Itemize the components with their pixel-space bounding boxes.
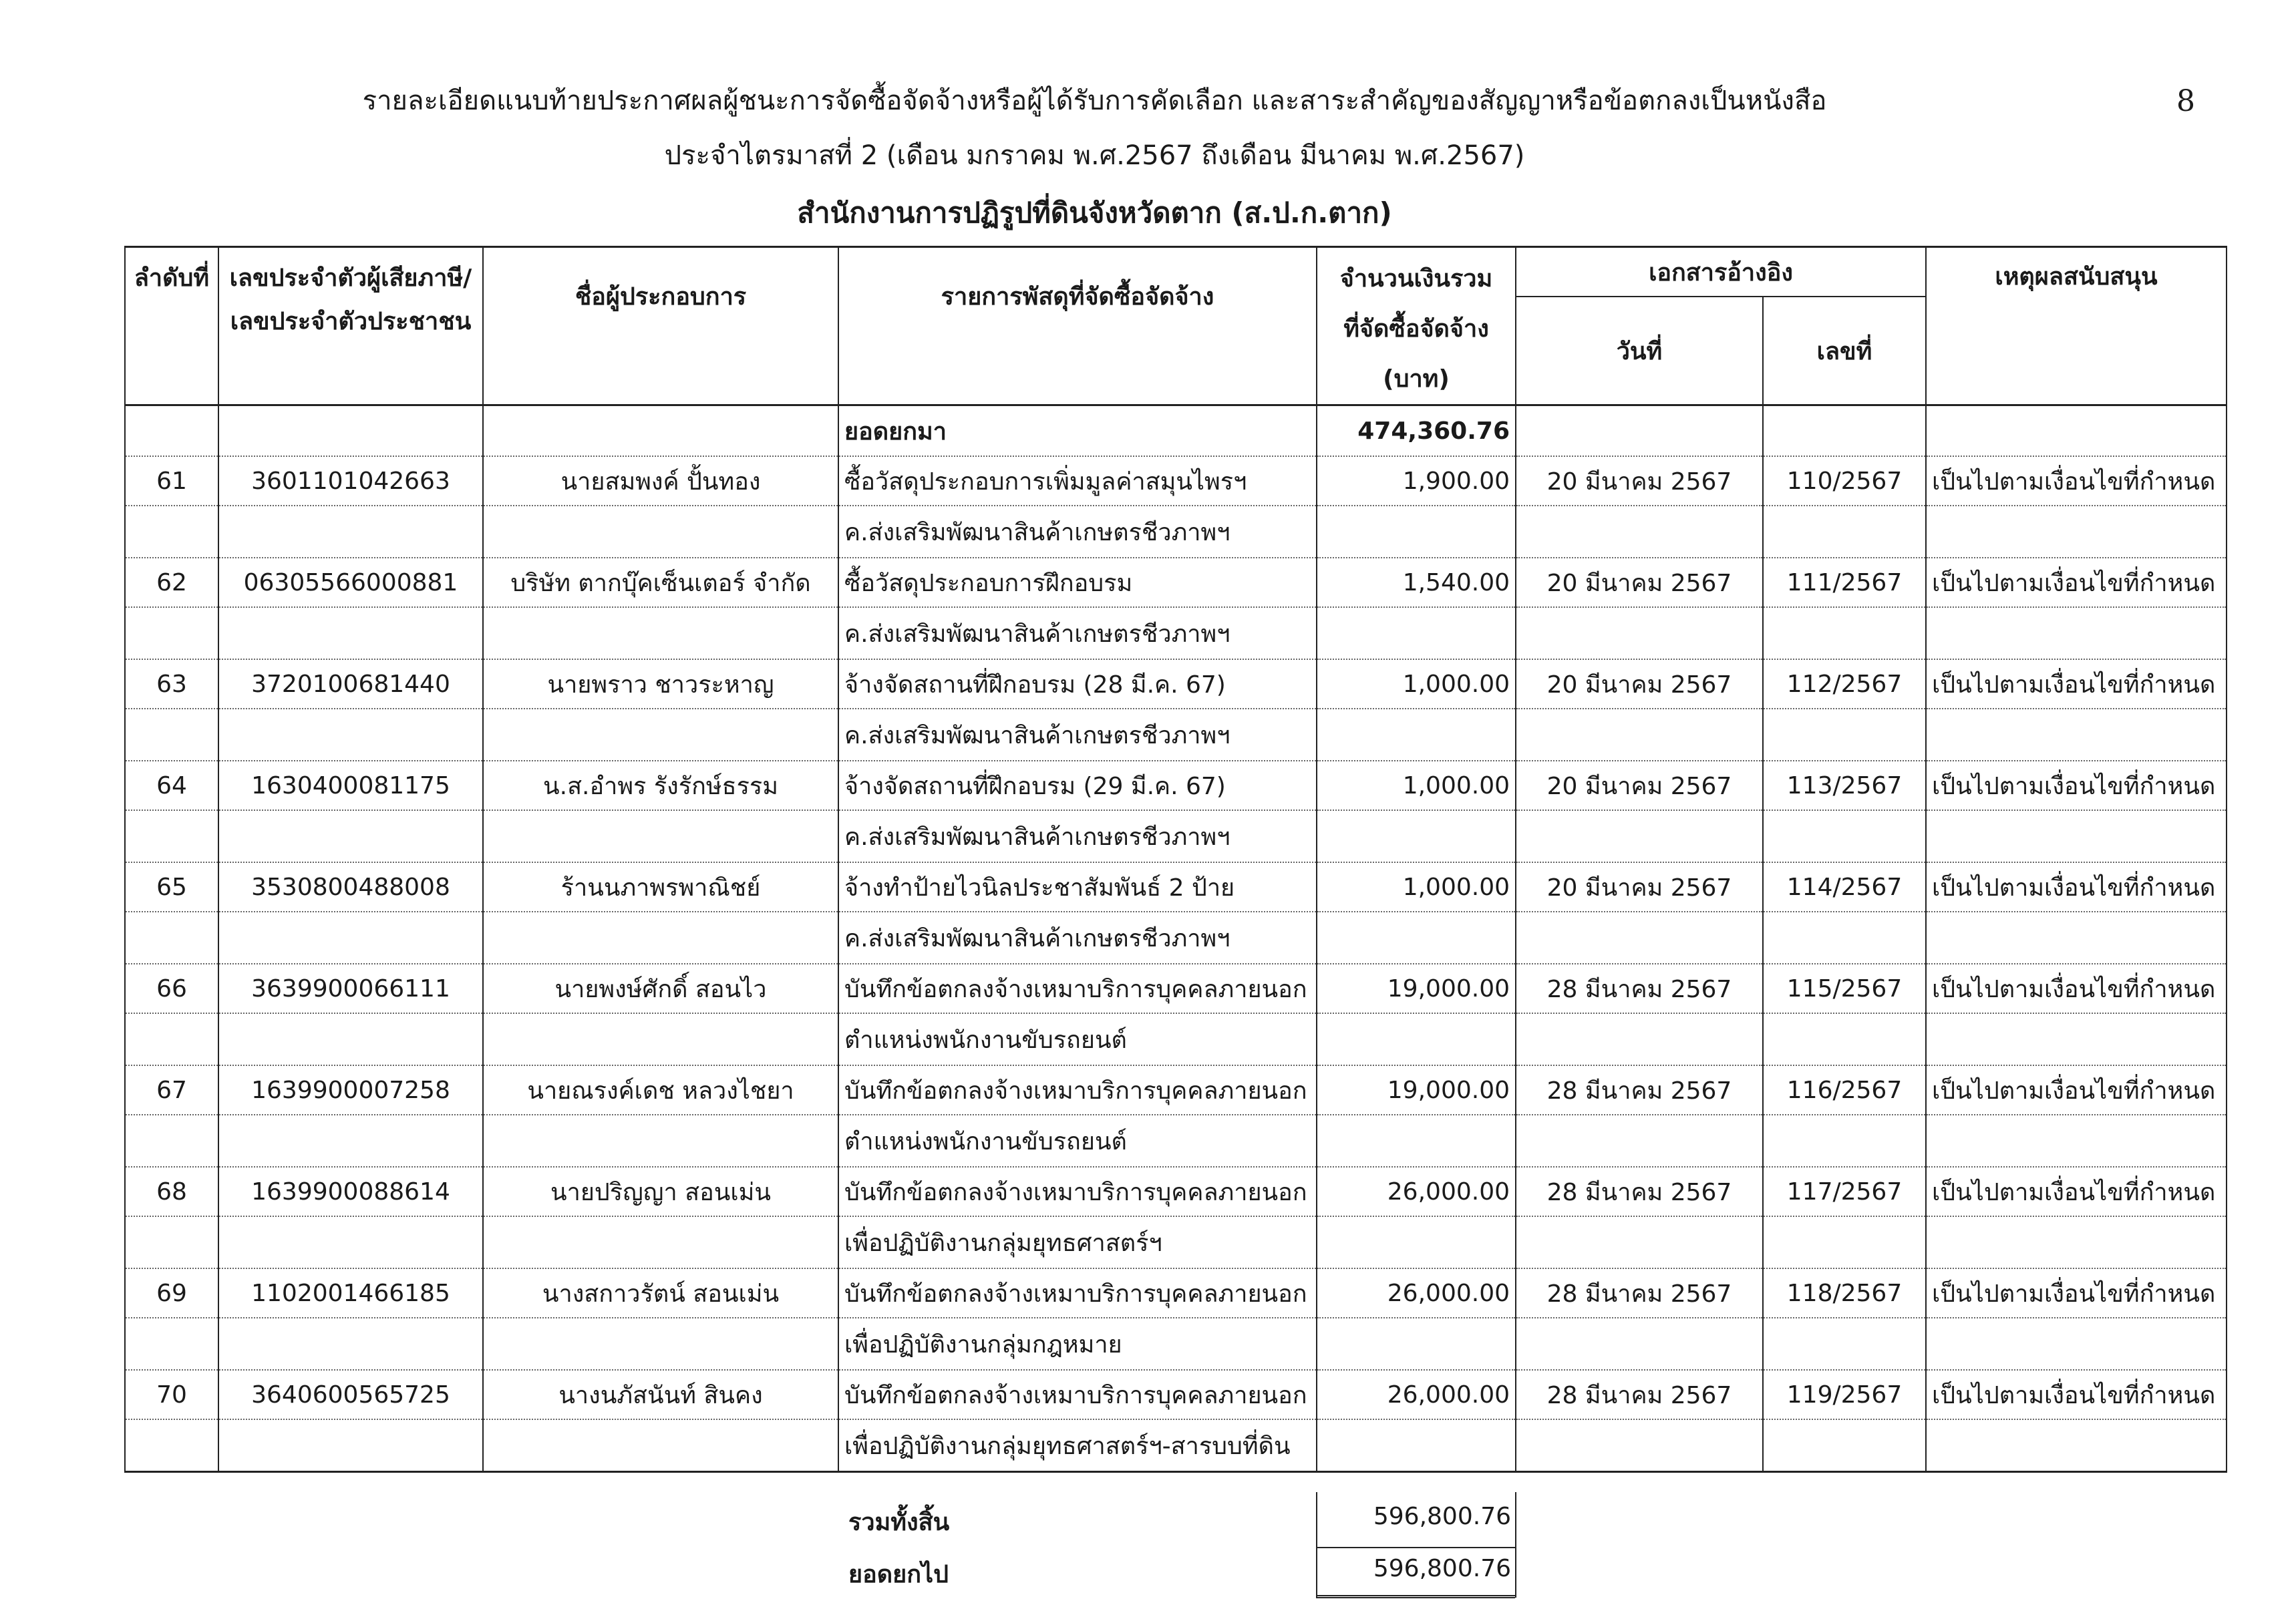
row-taxid: 06305566000881 [218,558,483,607]
col-header-taxid-2: เลขประจำตัวประชาชน [230,308,472,335]
carried-forward-row [125,405,2227,457]
table-row-continuation [125,912,2227,964]
empty-cell [483,912,838,964]
empty-cell [1763,1216,1926,1268]
row-item-detail: ค.ส่งเสริมพัฒนาสินค้าเกษตรชีวภาพฯ [838,912,1317,964]
row-no: 67 [125,1065,218,1115]
empty-cell [1763,810,1926,862]
empty-cell [1926,607,2227,659]
row-reason: เป็นไปตามเงื่อนไขที่กำหนด [1926,659,2227,709]
table-row-continuation [125,810,2227,862]
table-row-continuation [125,1216,2227,1268]
row-item: จ้างจัดสถานที่ฝึกอบรม (28 มี.ค. 67) [838,659,1317,709]
col-header-amount-1: จำนวนเงินรวม [1339,265,1493,293]
empty-cell [125,607,218,659]
col-header-date: วันที่ [1516,297,1763,405]
col-header-amount-2: ที่จัดซื้อจัดจ้าง [1343,315,1489,343]
row-amount: 26,000.00 [1317,1167,1516,1216]
empty-cell [1516,506,1763,558]
empty-cell [483,1115,838,1167]
row-reason: เป็นไปตามเงื่อนไขที่กำหนด [1926,761,2227,810]
empty-cell [218,506,483,558]
row-date: 28 มีนาคม 2567 [1516,1065,1763,1115]
table-row-continuation [125,1318,2227,1370]
empty-cell [218,1115,483,1167]
row-reason: เป็นไปตามเงื่อนไขที่กำหนด [1926,1065,2227,1115]
empty-cell [1516,709,1763,761]
row-docno: 116/2567 [1763,1065,1926,1115]
empty-cell [1763,1419,1926,1472]
row-no: 69 [125,1268,218,1318]
row-taxid: 3720100681440 [218,659,483,709]
empty-cell [1516,1013,1763,1065]
carry-over-amount: 596,800.76 [1373,1555,1511,1582]
row-no: 64 [125,761,218,810]
empty-cell [125,1318,218,1370]
row-docno: 115/2567 [1763,964,1926,1013]
row-taxid: 3639900066111 [218,964,483,1013]
row-docno: 117/2567 [1763,1167,1926,1216]
row-date: 28 มีนาคม 2567 [1516,1167,1763,1216]
page-number: 8 [2176,84,2195,118]
row-item: บันทึกข้อตกลงจ้างเหมาบริการบุคคลภายนอก [838,1065,1317,1115]
row-item-detail: เพื่อปฏิบัติงานกลุ่มกฎหมาย [838,1318,1317,1370]
row-vendor: บริษัท ตากบุ๊คเซ็นเตอร์ จำกัด [483,558,838,607]
row-item: ซื้อวัสดุประกอบการฝึกอบรม [838,558,1317,607]
empty-cell [218,912,483,964]
row-amount: 1,900.00 [1317,456,1516,506]
empty-cell [1516,607,1763,659]
row-reason: เป็นไปตามเงื่อนไขที่กำหนด [1926,1268,2227,1318]
empty-cell [483,1013,838,1065]
empty-cell [218,607,483,659]
row-reason: เป็นไปตามเงื่อนไขที่กำหนด [1926,862,2227,912]
row-amount: 26,000.00 [1317,1370,1516,1419]
col-header-no: ลำดับที่ [125,247,218,405]
total-separator [1316,1547,1515,1548]
table-row-continuation [125,1115,2227,1167]
doc-title-line2: ประจำไตรมาสที่ 2 (เดือน มกราคม พ.ศ.2567 ถึงเดือน มีนาคม พ.ศ.2567) [664,140,1525,171]
row-item-detail: ค.ส่งเสริมพัฒนาสินค้าเกษตรชีวภาพฯ [838,506,1317,558]
table-row-continuation [125,1013,2227,1065]
row-item-detail: ค.ส่งเสริมพัฒนาสินค้าเกษตรชีวภาพฯ [838,607,1317,659]
empty-cell [125,506,218,558]
empty-cell [483,1318,838,1370]
table-header-row [125,247,2227,297]
empty-cell [218,709,483,761]
row-no: 66 [125,964,218,1013]
table-row [125,1065,2227,1115]
empty-cell [125,709,218,761]
empty-cell [1926,912,2227,964]
empty-cell [1317,1419,1516,1472]
doc-title-agency: สำนักงานการปฏิรูปที่ดินจังหวัดตาก (ส.ป.ก.ตาก) [797,196,1392,229]
empty-cell [125,1115,218,1167]
row-date: 20 มีนาคม 2567 [1516,862,1763,912]
empty-cell [1926,1013,2227,1065]
row-item-detail: ค.ส่งเสริมพัฒนาสินค้าเกษตรชีวภาพฯ [838,709,1317,761]
empty-cell [483,810,838,862]
empty-cell [1763,1115,1926,1167]
empty-cell [125,1013,218,1065]
row-item: จ้างทำป้ายไวนิลประชาสัมพันธ์ 2 ป้าย [838,862,1317,912]
empty-cell [1926,709,2227,761]
table-row [125,964,2227,1013]
row-amount: 1,000.00 [1317,862,1516,912]
row-item: จ้างจัดสถานที่ฝึกอบรม (29 มี.ค. 67) [838,761,1317,810]
empty-cell [1317,506,1516,558]
carried-forward-amount: 474,360.76 [1317,405,1516,457]
row-no: 70 [125,1370,218,1419]
col-header-amount-3: (บาท) [1383,365,1450,393]
empty-cell [218,1013,483,1065]
row-item-detail: ตำแหน่งพนักงานขับรถยนต์ [838,1115,1317,1167]
col-header-taxid [218,247,483,405]
grand-total-label: รวมทั้งสิ้น [848,1509,950,1536]
row-taxid: 3530800488008 [218,862,483,912]
row-vendor: นายปริญญา สอนเม่น [483,1167,838,1216]
row-no: 68 [125,1167,218,1216]
empty-cell [125,1216,218,1268]
row-date: 28 มีนาคม 2567 [1516,964,1763,1013]
row-docno: 110/2567 [1763,456,1926,506]
row-date: 28 มีนาคม 2567 [1516,1268,1763,1318]
table-row [125,761,2227,810]
row-reason: เป็นไปตามเงื่อนไขที่กำหนด [1926,558,2227,607]
row-date: 20 มีนาคม 2567 [1516,659,1763,709]
empty-cell [483,709,838,761]
empty-cell [218,810,483,862]
row-amount: 26,000.00 [1317,1268,1516,1318]
row-taxid: 3601101042663 [218,456,483,506]
row-amount: 1,000.00 [1317,761,1516,810]
row-item: บันทึกข้อตกลงจ้างเหมาบริการบุคคลภายนอก [838,1370,1317,1419]
row-no: 61 [125,456,218,506]
empty-cell [1516,1216,1763,1268]
empty-cell [1926,1115,2227,1167]
row-docno: 112/2567 [1763,659,1926,709]
row-item-detail: เพื่อปฏิบัติงานกลุ่มยุทธศาสตร์ฯ-สารบบที่ดิน [838,1419,1317,1472]
empty-cell [1763,607,1926,659]
empty-cell [1516,1115,1763,1167]
table-row [125,1167,2227,1216]
row-reason: เป็นไปตามเงื่อนไขที่กำหนด [1926,456,2227,506]
table-row-continuation [125,506,2227,558]
row-date: 20 มีนาคม 2567 [1516,456,1763,506]
empty-cell [1317,810,1516,862]
row-item: บันทึกข้อตกลงจ้างเหมาบริการบุคคลภายนอก [838,1268,1317,1318]
col-header-docno: เลขที่ [1763,297,1926,405]
empty-cell [125,810,218,862]
empty-cell [1926,1318,2227,1370]
empty-cell [1516,1318,1763,1370]
row-item-detail: เพื่อปฏิบัติงานกลุ่มยุทธศาสตร์ฯ [838,1216,1317,1268]
empty-cell [218,1419,483,1472]
row-date: 20 มีนาคม 2567 [1516,761,1763,810]
row-docno: 113/2567 [1763,761,1926,810]
table-row [125,558,2227,607]
empty-cell [1317,1216,1516,1268]
row-item: บันทึกข้อตกลงจ้างเหมาบริการบุคคลภายนอก [838,1167,1317,1216]
col-header-taxid-1: เลขประจำตัวผู้เสียภาษี/ [229,264,472,292]
empty-cell [1763,709,1926,761]
row-vendor: นายณรงค์เดช หลวงไชยา [483,1065,838,1115]
row-docno: 119/2567 [1763,1370,1926,1419]
table-row-continuation [125,607,2227,659]
row-vendor: นางสกาวรัตน์ สอนเม่น [483,1268,838,1318]
row-no: 63 [125,659,218,709]
table-row-continuation [125,1419,2227,1472]
empty-cell [1926,1216,2227,1268]
row-vendor: นายพราว ชาวระหาญ [483,659,838,709]
table-row [125,1370,2227,1419]
row-amount: 1,000.00 [1317,659,1516,709]
row-no: 65 [125,862,218,912]
empty-cell [1926,810,2227,862]
empty-cell [1763,1013,1926,1065]
empty-cell [483,506,838,558]
empty-cell [1516,912,1763,964]
row-item-detail: ตำแหน่งพนักงานขับรถยนต์ [838,1013,1317,1065]
row-vendor: นายพงษ์ศักดิ์ สอนไว [483,964,838,1013]
table-row [125,659,2227,709]
row-taxid: 1639900088614 [218,1167,483,1216]
row-amount: 1,540.00 [1317,558,1516,607]
row-reason: เป็นไปตามเงื่อนไขที่กำหนด [1926,964,2227,1013]
doc-title-line1: รายละเอียดแนบท้ายประกาศผลผู้ชนะการจัดซื้อจัดจ้างหรือผู้ได้รับการคัดเลือก และสาระสำคัญของสัญญาหรือข้อตกลงเป็นหนังสือ [362,85,1827,116]
row-reason: เป็นไปตามเงื่อนไขที่กำหนด [1926,1167,2227,1216]
table-row [125,862,2227,912]
row-item: บันทึกข้อตกลงจ้างเหมาบริการบุคคลภายนอก [838,964,1317,1013]
row-docno: 114/2567 [1763,862,1926,912]
empty-cell [483,607,838,659]
empty-cell [1926,1419,2227,1472]
row-vendor: นายสมพงค์ ปั้นทอง [483,456,838,506]
empty-cell [1763,506,1926,558]
row-docno: 111/2567 [1763,558,1926,607]
carry-over-label: ยอดยกไป [848,1561,949,1588]
col-header-reason: เหตุผลสนับสนุน [1926,247,2227,405]
row-taxid: 1639900007258 [218,1065,483,1115]
row-amount: 19,000.00 [1317,1065,1516,1115]
empty-cell [483,1419,838,1472]
empty-cell [125,912,218,964]
row-item: ซื้อวัสดุประกอบการเพิ่มมูลค่าสมุนไพรฯ [838,456,1317,506]
empty-cell [1317,607,1516,659]
table-row [125,456,2227,506]
row-vendor: ร้านนภาพรพาณิชย์ [483,862,838,912]
row-date: 20 มีนาคม 2567 [1516,558,1763,607]
table-row [125,1268,2227,1318]
table-row-continuation [125,709,2227,761]
empty-cell [1516,1419,1763,1472]
carried-forward-label: ยอดยกมา [838,405,1317,457]
grand-total-amount: 596,800.76 [1373,1503,1511,1530]
row-taxid: 3640600565725 [218,1370,483,1419]
empty-cell [1763,1318,1926,1370]
row-reason: เป็นไปตามเงื่อนไขที่กำหนด [1926,1370,2227,1419]
row-taxid: 1102001466185 [218,1268,483,1318]
row-vendor: นางนภัสนันท์ สินคง [483,1370,838,1419]
row-no: 62 [125,558,218,607]
col-header-item: รายการพัสดุที่จัดซื้อจัดจ้าง [838,247,1317,405]
empty-cell [483,1216,838,1268]
row-item-detail: ค.ส่งเสริมพัฒนาสินค้าเกษตรชีวภาพฯ [838,810,1317,862]
col-header-vendor: ชื่อผู้ประกอบการ [483,247,838,405]
empty-cell [125,1419,218,1472]
col-header-ref: เอกสารอ้างอิง [1516,247,1926,297]
procurement-table [124,246,2227,1473]
total-double-underline [1316,1595,1515,1598]
row-date: 28 มีนาคม 2567 [1516,1370,1763,1419]
empty-cell [1516,810,1763,862]
empty-cell [218,1318,483,1370]
empty-cell [1317,709,1516,761]
empty-cell [1317,1318,1516,1370]
empty-cell [1317,1013,1516,1065]
empty-cell [1317,912,1516,964]
row-docno: 118/2567 [1763,1268,1926,1318]
row-amount: 19,000.00 [1317,964,1516,1013]
col-header-amount [1317,247,1516,405]
row-taxid: 1630400081175 [218,761,483,810]
empty-cell [1763,912,1926,964]
empty-cell [1926,506,2227,558]
empty-cell [218,1216,483,1268]
empty-cell [1317,1115,1516,1167]
row-vendor: น.ส.อำพร รังรักษ์ธรรม [483,761,838,810]
